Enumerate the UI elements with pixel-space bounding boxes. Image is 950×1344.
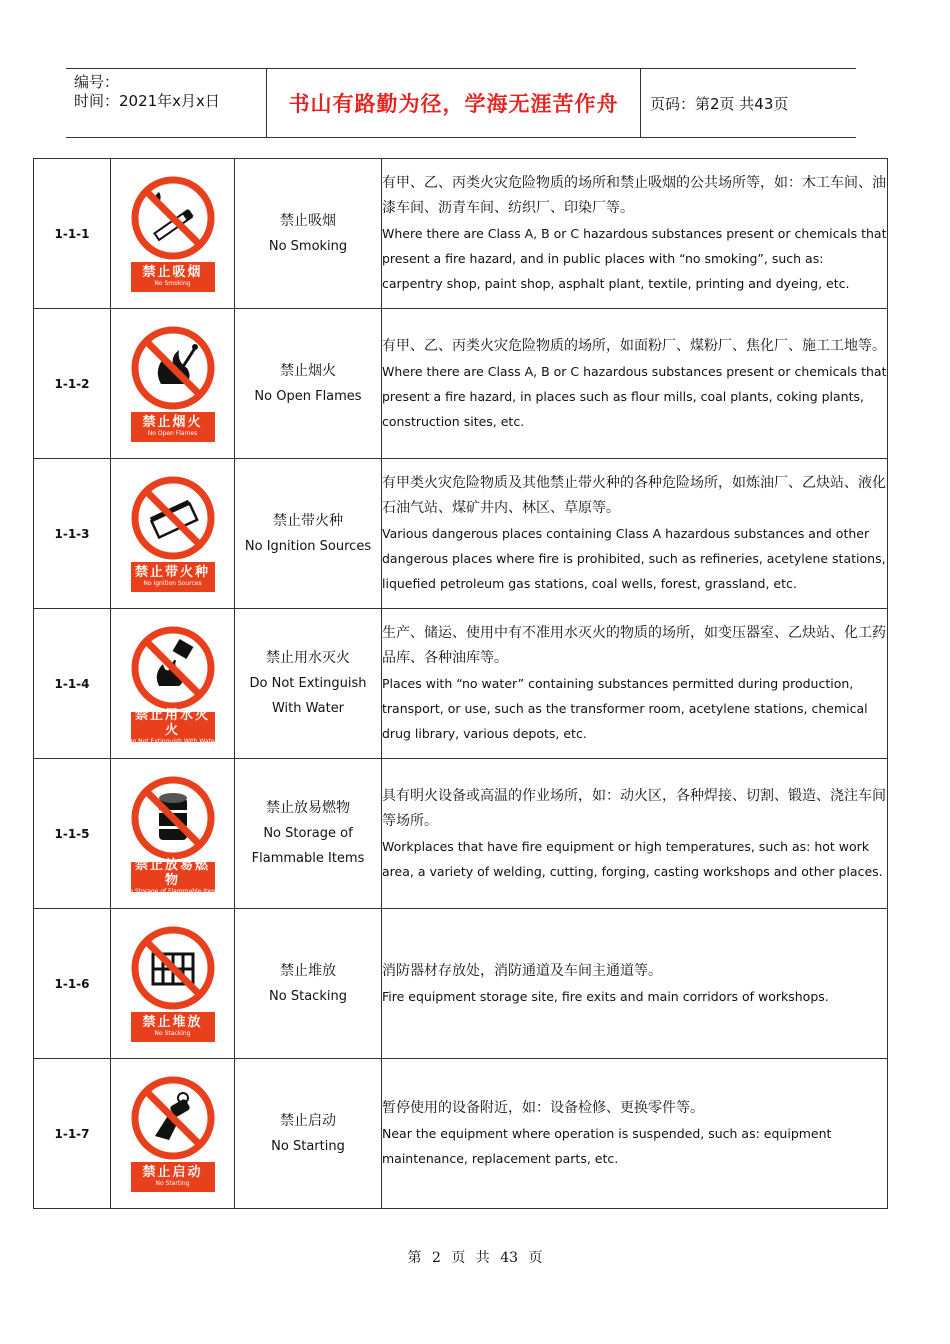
sign-description-cell bbox=[382, 909, 888, 1059]
sign-name-en: No Ignition Sources bbox=[244, 538, 372, 554]
sign-image-cell bbox=[111, 759, 235, 909]
footer-text-4: 页 bbox=[528, 1250, 543, 1266]
sign-description-en: Where there are Class A, B or C hazardous substances present or chemicals that present a fire hazard, and in public places with “no smoking”, such as: carpentry shop, paint shop, asphalt plant, textile, printing and dyeing, etc. bbox=[382, 226, 887, 291]
sign-name-en: No Stacking bbox=[269, 988, 347, 1004]
sign-image-cell bbox=[111, 459, 235, 609]
page-header bbox=[66, 68, 856, 138]
sign-image-cell bbox=[111, 909, 235, 1059]
sign-image-cell bbox=[111, 609, 235, 759]
sign-name-en: No Starting bbox=[271, 1138, 345, 1154]
table-row bbox=[34, 609, 888, 759]
table-row bbox=[34, 459, 888, 609]
sign-description-en: Fire equipment storage site, fire exits and main corridors of workshops. bbox=[382, 988, 829, 1004]
sign-banner bbox=[131, 412, 215, 442]
sign-description-zh: 生产、储运、使用中有不准用水灭火的物质的场所，如变压器室、乙炔站、化工药品库、各种油库等。 bbox=[382, 625, 886, 666]
no-water-extinguish-icon bbox=[131, 626, 215, 710]
sign-image-cell bbox=[111, 1059, 235, 1209]
sign-name-en: Do Not Extinguish bbox=[249, 676, 367, 691]
table-row bbox=[34, 1059, 888, 1209]
sign-name-cell bbox=[235, 759, 382, 909]
sign-name-zh: 禁止用水灭火 bbox=[266, 650, 350, 666]
sign-description-zh: 有甲、乙、丙类火灾危险物质的场所和禁止吸烟的公共场所等，如：木工车间、油漆车间、沥青车间、纺织厂、印染厂等。 bbox=[382, 175, 886, 216]
sign-banner-zh: 禁止吸烟 bbox=[142, 265, 203, 280]
sign-description-zh: 消防器材存放处，消防通道及车间主通道等。 bbox=[382, 962, 662, 979]
sign-description-en: Near the equipment where operation is suspended, such as: equipment maintenance, replacement parts, etc. bbox=[382, 1126, 832, 1166]
sign-description-zh: 有甲、乙、丙类火灾危险物质的场所，如面粉厂、煤粉厂、焦化厂、施工工地等。 bbox=[382, 337, 886, 354]
sign-description-cell bbox=[382, 459, 888, 609]
sign-description-cell bbox=[382, 609, 888, 759]
sign-banner-zh: 禁止堆放 bbox=[142, 1015, 203, 1030]
sign-name-en: No Smoking bbox=[268, 238, 348, 254]
sign-code: 1-1-3 bbox=[34, 459, 111, 609]
no-open-flames-icon bbox=[131, 326, 215, 410]
sign-banner bbox=[131, 1162, 215, 1192]
footer-page-number: 2 bbox=[431, 1250, 441, 1266]
sign-banner-en: Do Not Extinguish With Water bbox=[127, 737, 218, 745]
sign-name-zh: 禁止启动 bbox=[280, 1112, 336, 1129]
sign-banner-en: No Starting bbox=[155, 1180, 190, 1187]
sign-description-cell bbox=[382, 1059, 888, 1209]
sign-image bbox=[131, 926, 215, 1042]
sign-banner bbox=[131, 562, 215, 592]
sign-description-zh: 暂停使用的设备附近，如：设备检修、更换零件等。 bbox=[382, 1100, 704, 1116]
sign-name-en: No Storage of bbox=[263, 826, 353, 841]
sign-image-cell bbox=[111, 159, 235, 309]
table-row bbox=[34, 309, 888, 459]
sign-name-cell bbox=[235, 609, 382, 759]
sign-code: 1-1-5 bbox=[34, 759, 111, 909]
no-smoking-icon bbox=[131, 176, 215, 260]
sign-banner bbox=[131, 1012, 215, 1042]
motto: 书山有路勤为径，学海无涯苦作舟 bbox=[266, 69, 641, 137]
sign-description-en: Where there are Class A, B or C hazardous substances present or chemicals that present a fire hazard, in places such as flour mills, coal plants, coking plants, construction sites, etc. bbox=[382, 363, 887, 429]
sign-image bbox=[131, 326, 215, 442]
sign-banner-en: No Stacking bbox=[154, 1030, 191, 1037]
sign-name-zh: 禁止烟火 bbox=[280, 362, 336, 379]
sign-name-en: Flammable Items bbox=[251, 851, 365, 866]
sign-name-cell bbox=[235, 909, 382, 1059]
sign-banner bbox=[127, 707, 218, 745]
sign-code: 1-1-4 bbox=[34, 609, 111, 759]
footer-text-2: 页 bbox=[451, 1250, 466, 1266]
footer-text-1: 第 bbox=[407, 1250, 422, 1266]
sign-code: 1-1-1 bbox=[34, 159, 111, 309]
sign-description-en: Various dangerous places containing Class A hazardous substances and other dangerous places where fire is prohibited, such as refineries, acetylene stations, liquefied petroleum gas stations, coal wells, forest, grassland, etc. bbox=[382, 526, 886, 591]
sign-name-en: No Open Flames bbox=[254, 388, 362, 404]
sign-code: 1-1-2 bbox=[34, 309, 111, 459]
sign-banner-en: No Smoking bbox=[154, 280, 191, 287]
sign-code: 1-1-7 bbox=[34, 1059, 111, 1209]
sign-banner-en: No Ignition Sources bbox=[143, 580, 202, 587]
sign-name-cell bbox=[235, 459, 382, 609]
sign-description-en: Workplaces that have fire equipment or high temperatures, such as: hot work area, a variety of welding, cutting, forging, casting workshops and other places. bbox=[382, 838, 883, 879]
header-meta bbox=[74, 73, 220, 111]
sign-name-cell bbox=[235, 309, 382, 459]
sign-name-zh: 禁止带火种 bbox=[273, 512, 343, 529]
sign-image-cell bbox=[111, 309, 235, 459]
sign-banner bbox=[124, 857, 221, 895]
sign-banner-zh: 禁止放易燃物 bbox=[134, 857, 210, 888]
sign-name-zh: 禁止放易燃物 bbox=[266, 800, 350, 816]
sign-banner-en: No Open Flames bbox=[147, 430, 198, 437]
sign-description-en: Places with “no water” containing substances permitted during production, transport, or use, such as the transformer room, acetylene stations, chemical drug library, various depots, etc. bbox=[382, 676, 868, 741]
sign-banner-zh: 禁止启动 bbox=[142, 1165, 203, 1180]
sign-banner-zh: 禁止烟火 bbox=[142, 415, 203, 430]
sign-name-en: With Water bbox=[271, 701, 345, 716]
page-footer bbox=[0, 1247, 950, 1267]
footer-text-3: 共 bbox=[475, 1250, 490, 1266]
no-stacking-icon bbox=[131, 926, 215, 1010]
no-flammable-storage-icon bbox=[131, 776, 215, 860]
sign-banner bbox=[131, 262, 215, 292]
sign-name-zh: 禁止吸烟 bbox=[280, 212, 336, 229]
sign-banner-en: No Storage of Flammable Items bbox=[124, 887, 221, 895]
signs-table bbox=[33, 158, 888, 1209]
sign-description-cell bbox=[382, 309, 888, 459]
sign-image bbox=[131, 1076, 215, 1192]
sign-name-cell bbox=[235, 159, 382, 309]
sign-description-zh: 具有明火设备或高温的作业场所，如：动火区，各种焊接、切割、锻造、浇注车间等场所。 bbox=[382, 787, 886, 829]
sign-image bbox=[127, 626, 218, 745]
sign-image bbox=[124, 776, 221, 895]
footer-total-pages: 43 bbox=[500, 1250, 519, 1266]
sign-description-cell bbox=[382, 759, 888, 909]
sign-image bbox=[131, 176, 215, 292]
sign-name-zh: 禁止堆放 bbox=[280, 962, 336, 979]
sign-image bbox=[131, 476, 215, 592]
sign-code: 1-1-6 bbox=[34, 909, 111, 1059]
table-row bbox=[34, 759, 888, 909]
sign-banner-zh: 禁止带火种 bbox=[134, 565, 210, 580]
sign-name-cell bbox=[235, 1059, 382, 1209]
no-ignition-sources-icon bbox=[131, 476, 215, 560]
sign-description-zh: 有甲类火灾危险物质及其他禁止带火种的各种危险场所，如炼油厂、乙炔站、液化石油气站、煤矿井内、林区、草原等。 bbox=[382, 475, 886, 516]
sign-banner-zh: 禁止用水灭火 bbox=[134, 707, 210, 738]
table-row bbox=[34, 159, 888, 309]
serial-label: 编号： bbox=[74, 73, 120, 91]
no-starting-icon bbox=[131, 1076, 215, 1160]
sign-description-cell bbox=[382, 159, 888, 309]
page-label: 页码：第2页 共43页 bbox=[650, 95, 789, 113]
table-row bbox=[34, 909, 888, 1059]
time-label: 时间：2021年x月x日 bbox=[74, 92, 220, 110]
